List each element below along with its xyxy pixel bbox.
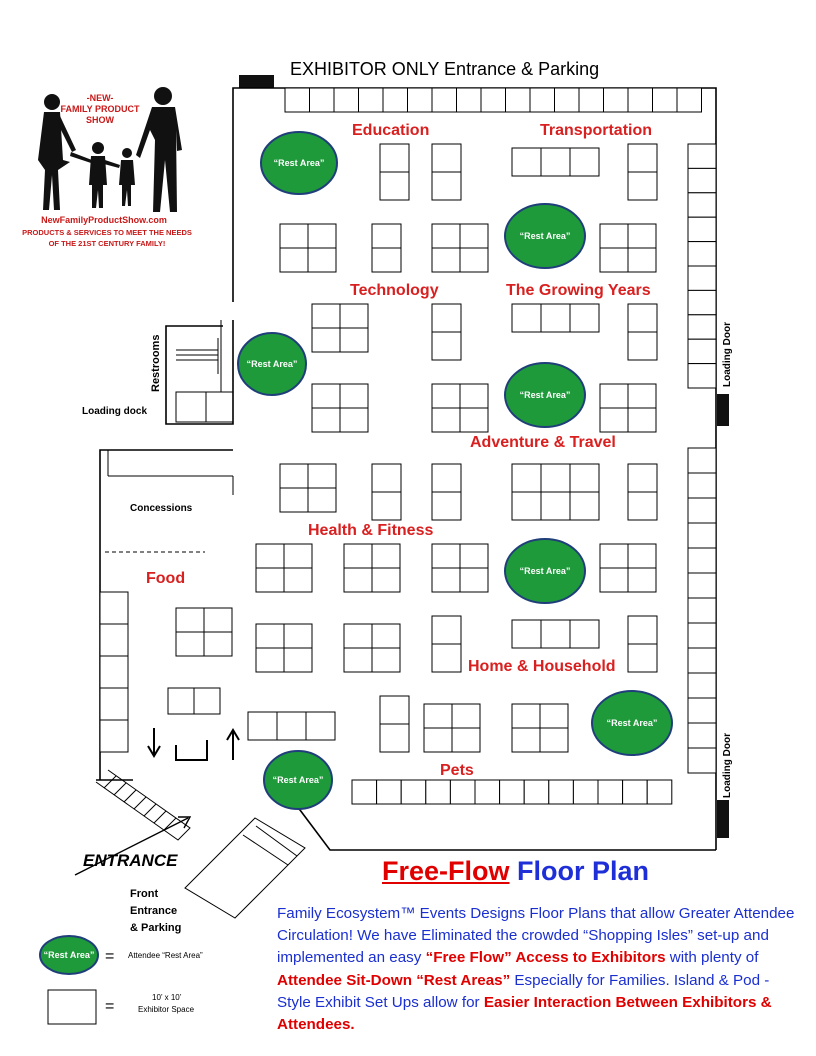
booth [176, 608, 204, 632]
booth [460, 248, 488, 272]
booth [688, 144, 716, 168]
rest-area-label: “Rest Area” [519, 566, 571, 576]
booth [380, 172, 409, 200]
booth [500, 780, 525, 804]
booth [432, 644, 461, 672]
booth [541, 464, 570, 492]
booth [600, 224, 628, 248]
booth [628, 248, 656, 272]
booth [100, 592, 128, 624]
rest-area-label: “Rest Area” [246, 359, 298, 369]
booth [284, 568, 312, 592]
booth [600, 544, 628, 568]
booth [256, 544, 284, 568]
booth [579, 88, 604, 112]
loading-dock-label: Loading dock [82, 406, 147, 417]
booth [401, 780, 426, 804]
rest-area-label: “Rest Area” [519, 231, 571, 241]
booth [344, 624, 372, 648]
booth [628, 384, 656, 408]
booth [628, 304, 657, 332]
booth [512, 492, 541, 520]
rest-area-label: “Rest Area” [519, 390, 571, 400]
booth [688, 573, 716, 598]
booth [524, 780, 549, 804]
booth [432, 384, 460, 408]
booth [604, 88, 629, 112]
booth [408, 88, 433, 112]
booth [688, 723, 716, 748]
booth [457, 88, 482, 112]
booth [600, 384, 628, 408]
loading-door-lower [717, 800, 729, 838]
booth [450, 780, 475, 804]
booth [628, 616, 657, 644]
booth [308, 248, 336, 272]
legend-rest-eq: = [105, 948, 115, 965]
booth [204, 632, 232, 656]
booth [628, 568, 656, 592]
booth [432, 332, 461, 360]
zone-growing-years: The Growing Years [506, 282, 651, 299]
legend-booth-swatch [48, 990, 96, 1024]
booth [570, 148, 599, 176]
legend [40, 936, 203, 1024]
booth [424, 704, 452, 728]
booth [628, 464, 657, 492]
loading-door-upper [717, 394, 729, 426]
booth [452, 704, 480, 728]
rest-area-label: “Rest Area” [606, 718, 658, 728]
plan-title-floor-plan: Floor Plan [509, 856, 650, 886]
booth [340, 384, 368, 408]
booth [308, 224, 336, 248]
desc-part5: Especially for Families. Island & Pod - Style Exhibit Set Ups allow for [277, 971, 770, 1011]
booth [256, 648, 284, 672]
zone-pets: Pets [440, 762, 474, 779]
booth [100, 688, 128, 720]
exhibitor-entrance-title: EXHIBITOR ONLY Entrance & Parking [290, 59, 600, 79]
booth [573, 780, 598, 804]
booth [380, 724, 409, 752]
booth [194, 688, 220, 714]
booth [204, 608, 232, 632]
zone-health: Health & Fitness [308, 522, 434, 539]
logo-tagline2: OF THE 21ST CENTURY FAMILY! [48, 239, 166, 248]
logo-line3: SHOW [86, 115, 114, 125]
booth [277, 712, 306, 740]
booth [541, 620, 570, 648]
booth [340, 328, 368, 352]
booth [688, 648, 716, 673]
booth [628, 644, 657, 672]
booth [432, 492, 461, 520]
desc-part6: Easier Interaction Between Exhibitors & Attendees. [277, 993, 772, 1034]
booth [372, 492, 401, 520]
booth [541, 492, 570, 520]
booth [688, 339, 716, 363]
booth [506, 88, 531, 112]
booth [628, 332, 657, 360]
booth [424, 728, 452, 752]
logo-url: NewFamilyProductShow.com [41, 215, 167, 225]
booth [628, 544, 656, 568]
booth [688, 290, 716, 314]
booth [540, 704, 568, 728]
booth [512, 464, 541, 492]
booth [432, 144, 461, 172]
booth [688, 364, 716, 388]
booth [512, 148, 541, 176]
booth [647, 780, 672, 804]
booth [688, 548, 716, 573]
booth [688, 673, 716, 698]
booth [688, 266, 716, 290]
booth [688, 448, 716, 473]
booth [280, 224, 308, 248]
booth [600, 568, 628, 592]
booth [688, 168, 716, 192]
booth [312, 328, 340, 352]
booth [334, 88, 359, 112]
logo-line1: -NEW- [86, 93, 114, 103]
plan-title [382, 856, 649, 887]
zone-technology: Technology [350, 282, 439, 299]
booth [555, 88, 580, 112]
booth [481, 88, 506, 112]
booth [432, 172, 461, 200]
booth [452, 728, 480, 752]
booth [280, 464, 308, 488]
restrooms-label: Restrooms [150, 334, 162, 392]
booth [280, 248, 308, 272]
booth [248, 712, 277, 740]
booth [460, 384, 488, 408]
booth [312, 304, 340, 328]
description [277, 903, 802, 1036]
booth [628, 408, 656, 432]
booth [432, 464, 461, 492]
booth [284, 624, 312, 648]
booth [377, 780, 402, 804]
booth [688, 523, 716, 548]
booth [372, 624, 400, 648]
legend-rest-area-label: “Rest Area” [43, 950, 95, 960]
booth [344, 568, 372, 592]
booth [312, 408, 340, 432]
booth [460, 544, 488, 568]
booth [312, 384, 340, 408]
booth [372, 648, 400, 672]
booth [285, 88, 310, 112]
booth [549, 780, 574, 804]
booth [306, 712, 335, 740]
desc-part1: Family Ecosystem™ Events Designs Floor Plans that allow Greater Attendee Circulation! We have Eliminated the crowded “Shopping Isles” set-up and implemented an easy [277, 905, 795, 967]
booth [628, 224, 656, 248]
booth [688, 748, 716, 773]
booth [280, 488, 308, 512]
booth [432, 616, 461, 644]
booth [512, 728, 540, 752]
booth [512, 304, 541, 332]
booth [432, 304, 461, 332]
booth [628, 492, 657, 520]
booth [628, 144, 657, 172]
booth [383, 88, 408, 112]
booth [688, 698, 716, 723]
front-entrance-line1: Front [130, 888, 159, 900]
concessions-counter [105, 450, 233, 552]
booth [380, 144, 409, 172]
booth [598, 780, 623, 804]
booth [460, 408, 488, 432]
legend-space-line2: Exhibitor Space [138, 1005, 195, 1014]
booth [372, 544, 400, 568]
booth [688, 473, 716, 498]
booth [688, 598, 716, 623]
booth [256, 624, 284, 648]
booth [344, 544, 372, 568]
booth [372, 568, 400, 592]
booth [372, 224, 401, 248]
front-entrance-line3: & Parking [130, 922, 182, 934]
booth [541, 148, 570, 176]
entrance-label: ENTRANCE [83, 851, 178, 870]
booth [100, 656, 128, 688]
desc-part2: “Free Flow” Access to Exhibitors [425, 949, 666, 967]
booth [359, 88, 384, 112]
loading-door-label-upper: Loading Door [722, 322, 733, 387]
booth [310, 88, 335, 112]
legend-space-eq: = [105, 998, 115, 1015]
booth [600, 408, 628, 432]
legend-rest-desc: Attendee “Rest Area” [128, 951, 203, 960]
exhibitor-entrance-door [239, 75, 274, 88]
zone-education: Education [352, 122, 430, 139]
flow-arrows [148, 728, 239, 760]
booth [628, 88, 653, 112]
booth [100, 720, 128, 752]
booth [688, 315, 716, 339]
booth [432, 224, 460, 248]
booth [284, 648, 312, 672]
booth [308, 488, 336, 512]
rest-area-label: “Rest Area” [272, 775, 324, 785]
booth [688, 242, 716, 266]
booth [688, 498, 716, 523]
booth [344, 648, 372, 672]
restrooms-block [176, 320, 233, 422]
desc-part3: with plenty of [665, 949, 759, 967]
desc-part4: Attendee Sit-Down “Rest Areas” [277, 971, 511, 989]
logo [22, 87, 192, 248]
booth [340, 304, 368, 328]
booth [256, 568, 284, 592]
booth [168, 688, 194, 714]
booth [432, 568, 460, 592]
booth [432, 408, 460, 432]
booth [570, 492, 599, 520]
logo-line2: FAMILY PRODUCT [60, 104, 140, 114]
booth [426, 780, 451, 804]
booth [460, 224, 488, 248]
booth [570, 304, 599, 332]
rest-area-label: “Rest Area” [273, 158, 325, 168]
booth [570, 464, 599, 492]
booth [380, 696, 409, 724]
booth [308, 464, 336, 488]
loading-door-label-lower: Loading Door [722, 733, 733, 798]
booth [541, 304, 570, 332]
front-entrance-line2: Entrance [130, 905, 178, 917]
booth [688, 623, 716, 648]
booth [600, 248, 628, 272]
booth [512, 704, 540, 728]
booth [475, 780, 500, 804]
zone-transportation: Transportation [540, 122, 653, 139]
booth [688, 193, 716, 217]
zone-home: Home & Household [468, 658, 616, 675]
concessions-label: Concessions [130, 503, 193, 514]
booth [372, 248, 401, 272]
booth [284, 544, 312, 568]
booth [432, 88, 457, 112]
booth [176, 632, 204, 656]
booth [530, 88, 555, 112]
booth [340, 408, 368, 432]
legend-space-line1: 10’ x 10’ [152, 993, 182, 1002]
booth [432, 544, 460, 568]
booth [653, 88, 678, 112]
booth [688, 217, 716, 241]
booth [432, 248, 460, 272]
zone-food: Food [146, 570, 186, 587]
booth [540, 728, 568, 752]
logo-tagline1: PRODUCTS & SERVICES TO MEET THE NEEDS [22, 228, 192, 237]
plan-title-free-flow: Free-Flow [382, 856, 510, 886]
booth [628, 172, 657, 200]
booth [512, 620, 541, 648]
booth [677, 88, 702, 112]
booth [352, 780, 377, 804]
booth [372, 464, 401, 492]
booth [623, 780, 648, 804]
zone-adventure: Adventure & Travel [470, 434, 616, 451]
booth [570, 620, 599, 648]
booth [100, 624, 128, 656]
booth [460, 568, 488, 592]
